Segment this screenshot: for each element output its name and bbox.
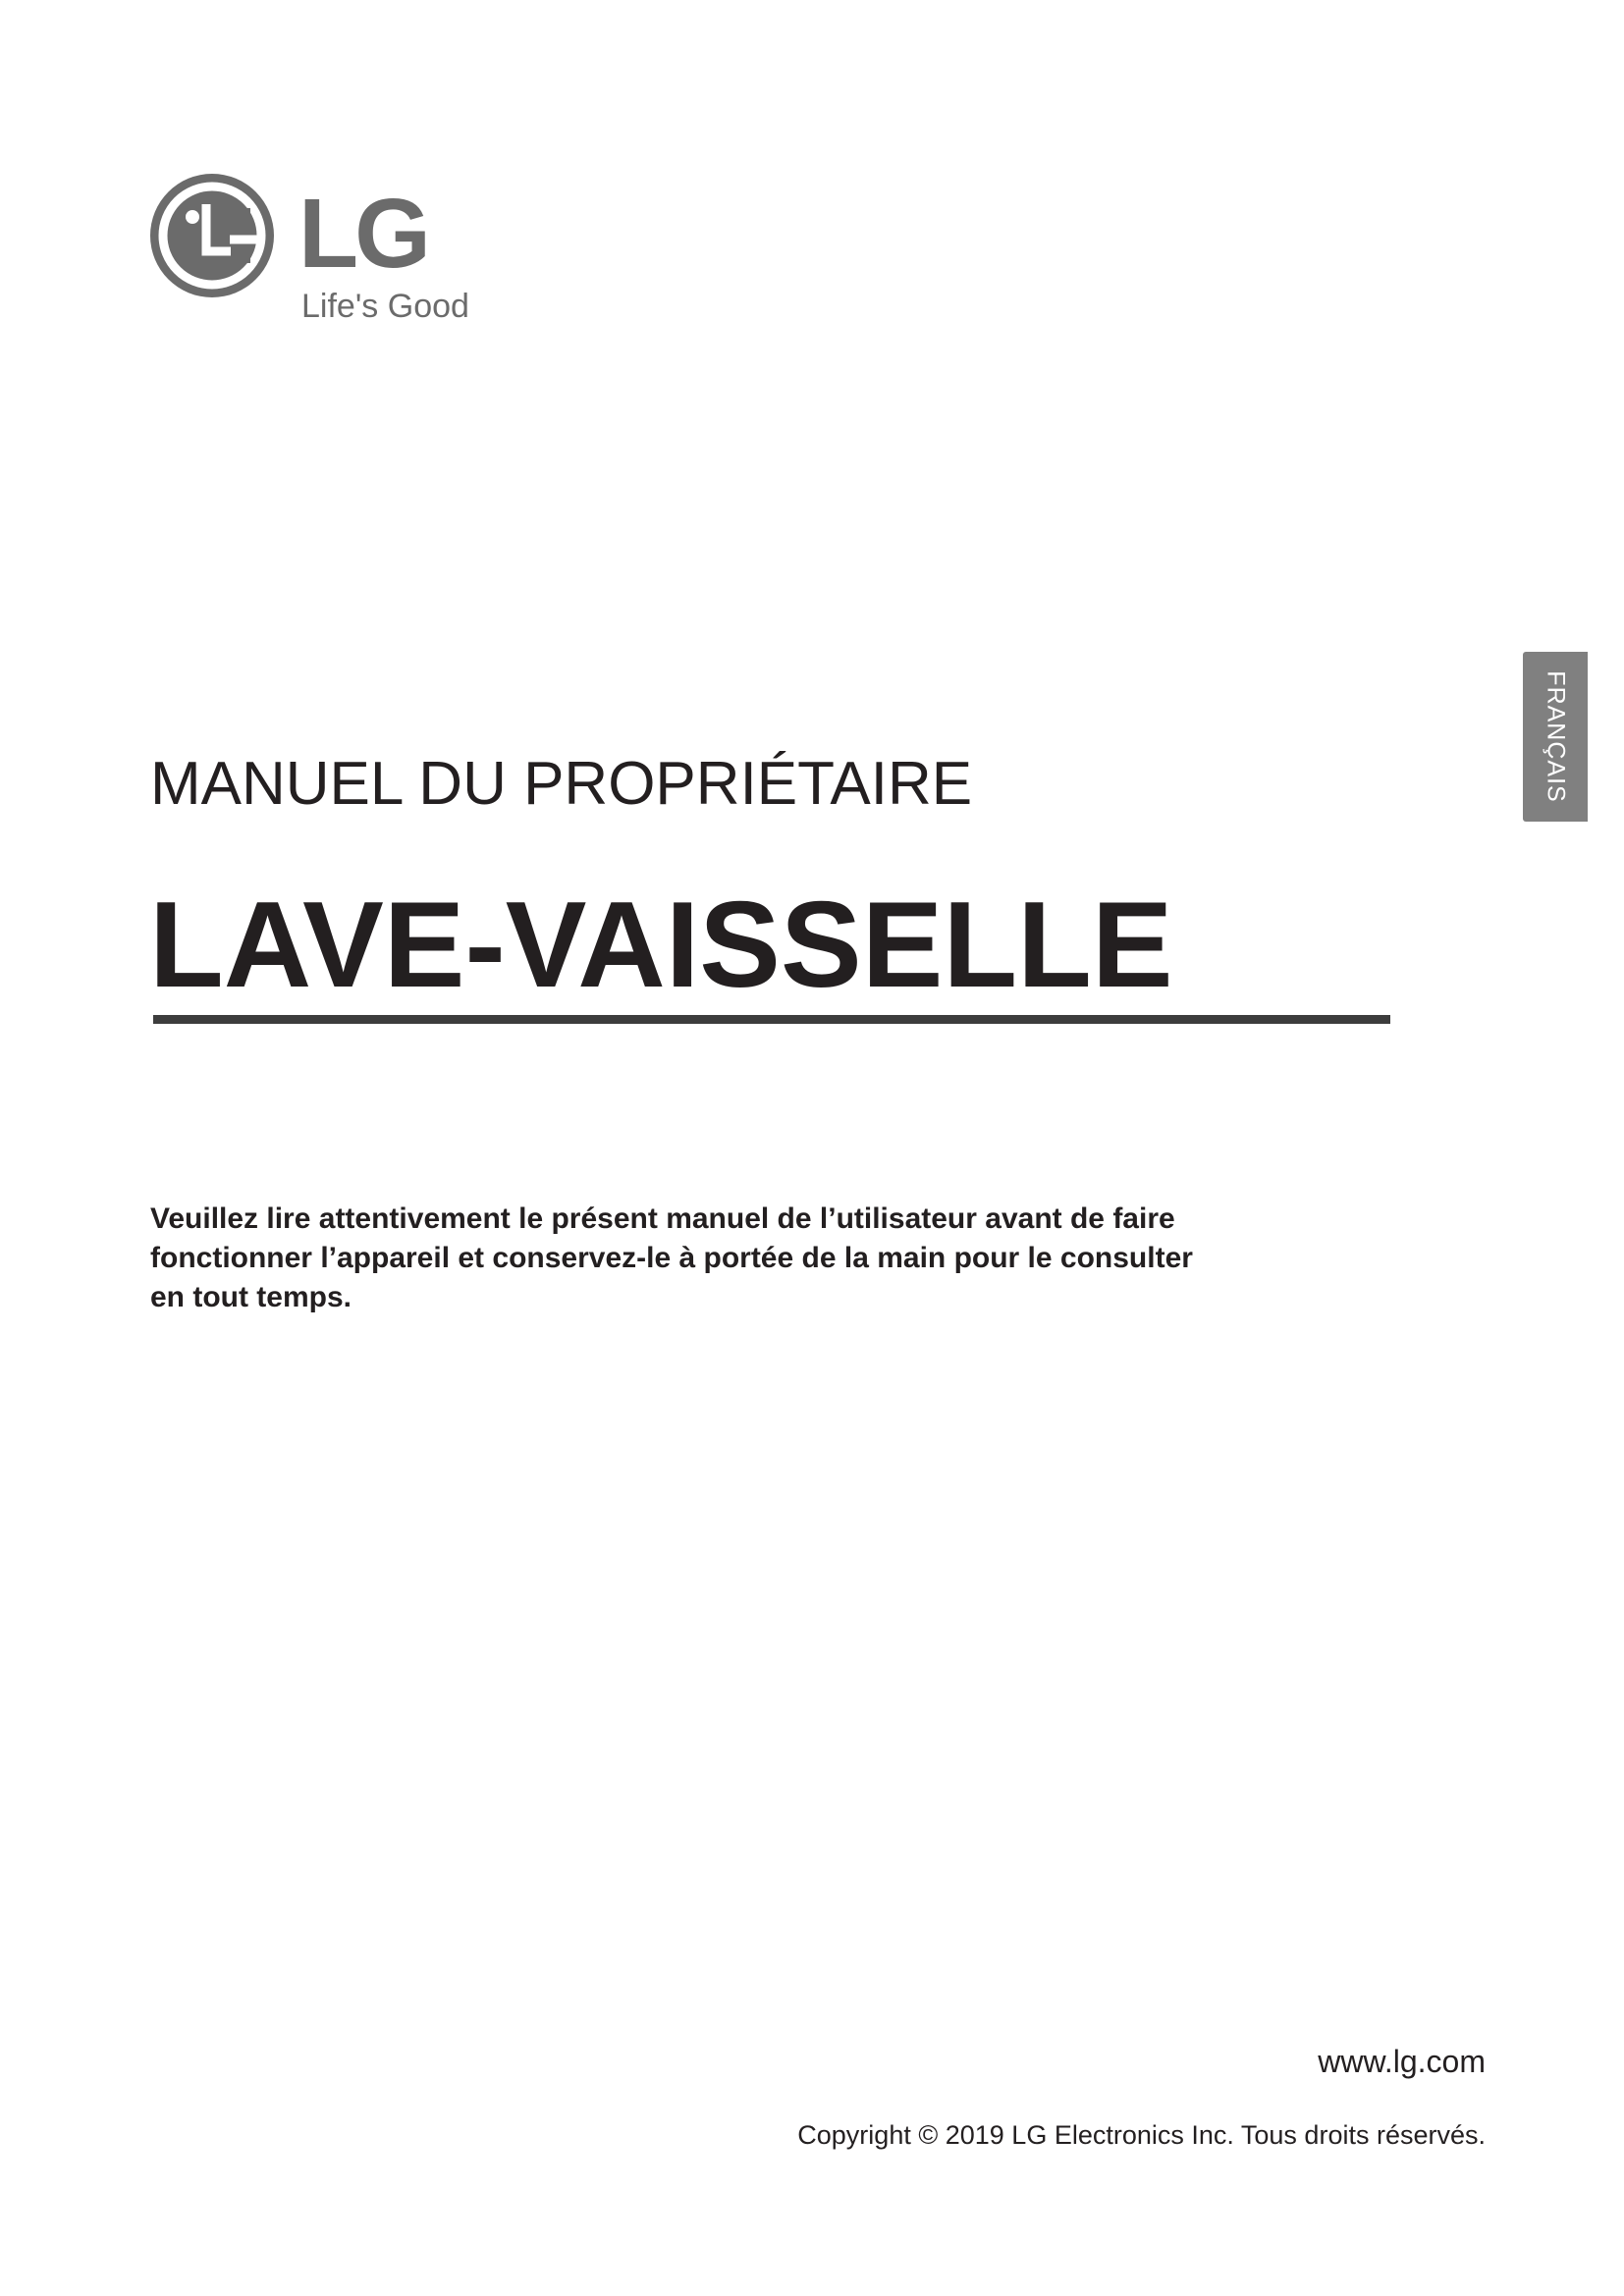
logo-slogan: Life's Good xyxy=(301,288,469,325)
manual-subtitle: MANUEL DU PROPRIÉTAIRE xyxy=(150,750,973,818)
copyright-notice: Copyright © 2019 LG Electronics Inc. Tous droits réservés. xyxy=(797,2120,1486,2150)
website-url: www.lg.com xyxy=(1318,2044,1486,2079)
intro-paragraph: Veuillez lire attentivement le présent manuel de l’utilisateur avant de faire fonctionner l’appareil et conservez-le à portée de la main pour le consulter en tout temps. xyxy=(150,1202,1193,1313)
manual-title: LAVE-VAISSELLE xyxy=(149,878,1173,1013)
language-tab xyxy=(1523,652,1588,822)
lg-face-icon xyxy=(149,173,275,298)
title-divider xyxy=(153,1015,1390,1024)
language-tab-label: FRANÇAIS xyxy=(1542,670,1570,803)
logo-wordmark: LG xyxy=(298,179,427,289)
lg-logo xyxy=(149,173,469,330)
